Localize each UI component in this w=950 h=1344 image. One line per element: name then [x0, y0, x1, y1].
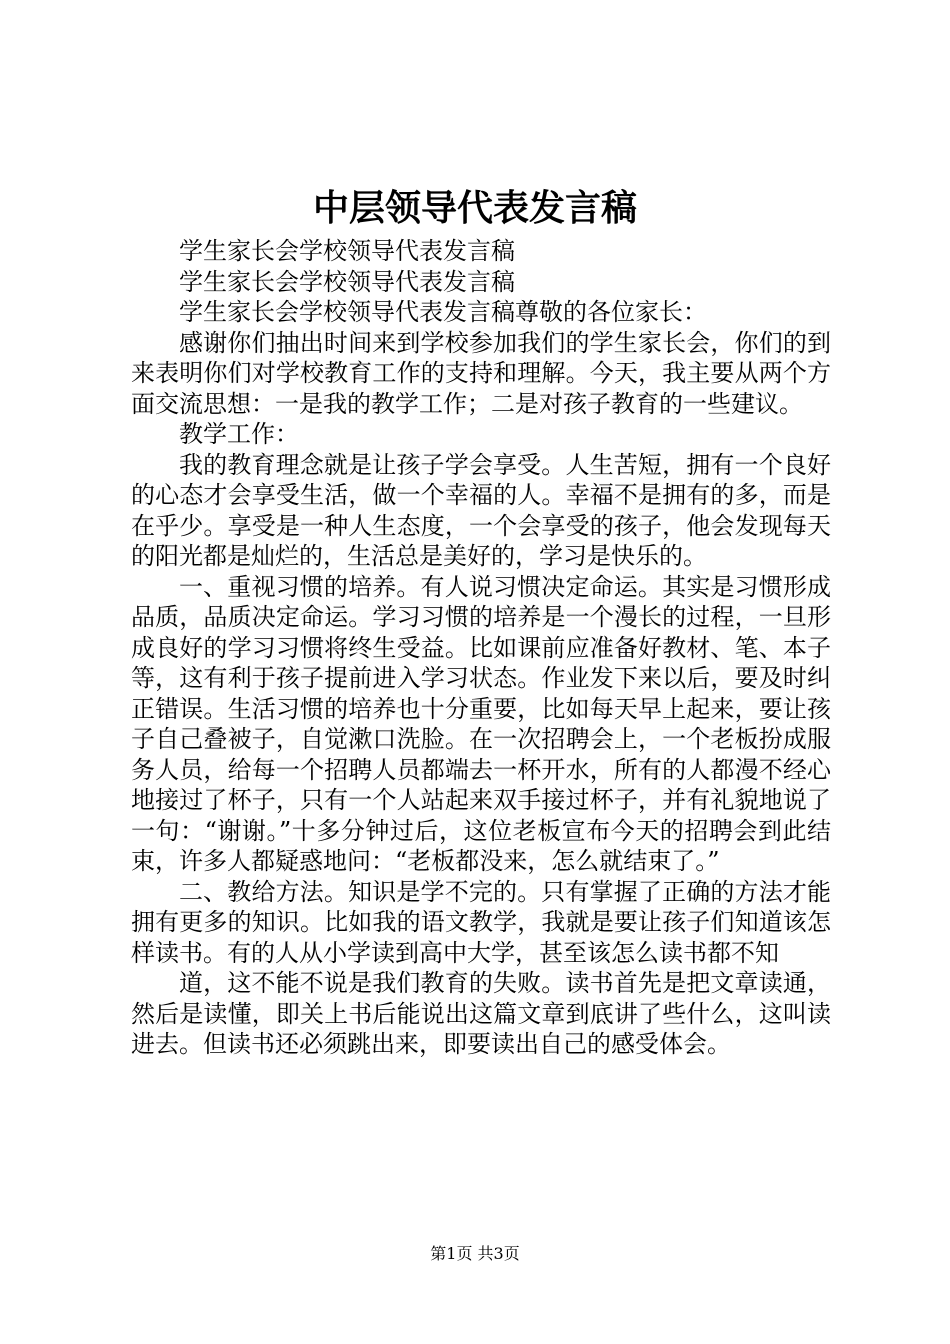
page-footer: 第1页 共3页: [430, 1244, 520, 1263]
paragraph: 一、重视习惯的培养。有人说习惯决定命运。其实是习惯形成品质，品质决定命运。学习习惯的培养是一个漫长的过程，一旦形成良好的学习习惯将终生受益。比如课前应准备好教材、笔、本子等，这有利于孩子提前进入学习状态。作业发下来以后，要及时纠正错误。生活习惯的培养也十分重要，比如每天早上起来，要让孩子自己叠被子，自觉漱口洗脸。在一次招聘会上，一个老板扮成服务人员，给每一个招聘人员都端去一杯开水，所有的人都漫不经心地接过了杯子，只有一个人站起来双手接过杯子，并有礼貌地说了一句：“谢谢。”十多分钟过后，这位老板宣布今天的招聘会到此结束，许多人都疑惑地问：“老板都没来，怎么就结束了。”: [131, 572, 831, 875]
paragraph: 学生家长会学校领导代表发言稿尊敬的各位家长：: [179, 298, 707, 326]
page-title: 中层领导代表发言稿: [312, 187, 637, 229]
paragraph: 我的教育理念就是让孩子学会享受。人生苦短，拥有一个良好的心态才会享受生活，做一个幸福的人。幸福不是拥有的多，而是在乎少。享受是一种人生态度，一个会享受的孩子，他会发现每天的阳光都是灿烂的，生活总是美好的，学习是快乐的。: [131, 450, 831, 570]
paragraph: 学生家长会学校领导代表发言稿: [179, 237, 515, 265]
paragraph: 感谢你们抽出时间来到学校参加我们的学生家长会，你们的到来表明你们对学校教育工作的支持和理解。今天，我主要从两个方面交流思想：一是我的教学工作；二是对孩子教育的一些建议。: [131, 328, 831, 418]
paragraph: 教学工作：: [179, 420, 299, 448]
paragraph: 学生家长会学校领导代表发言稿: [179, 267, 515, 296]
document-body: [131, 236, 831, 1060]
paragraph: 二、教给方法。知识是学不完的。只有掌握了正确的方法才能拥有更多的知识。比如我的语文教学，我就是要让孩子们知道该怎样读书。有的人从小学读到高中大学，甚至该怎么读书都不知: [131, 877, 831, 967]
paragraph: 道，这不能不说是我们教育的失败。读书首先是把文章读通，然后是读懂，即关上书后能说出这篇文章到底讲了些什么，这叫读进去。但读书还必须跳出来，即要读出自己的感受体会。: [131, 969, 831, 1058]
